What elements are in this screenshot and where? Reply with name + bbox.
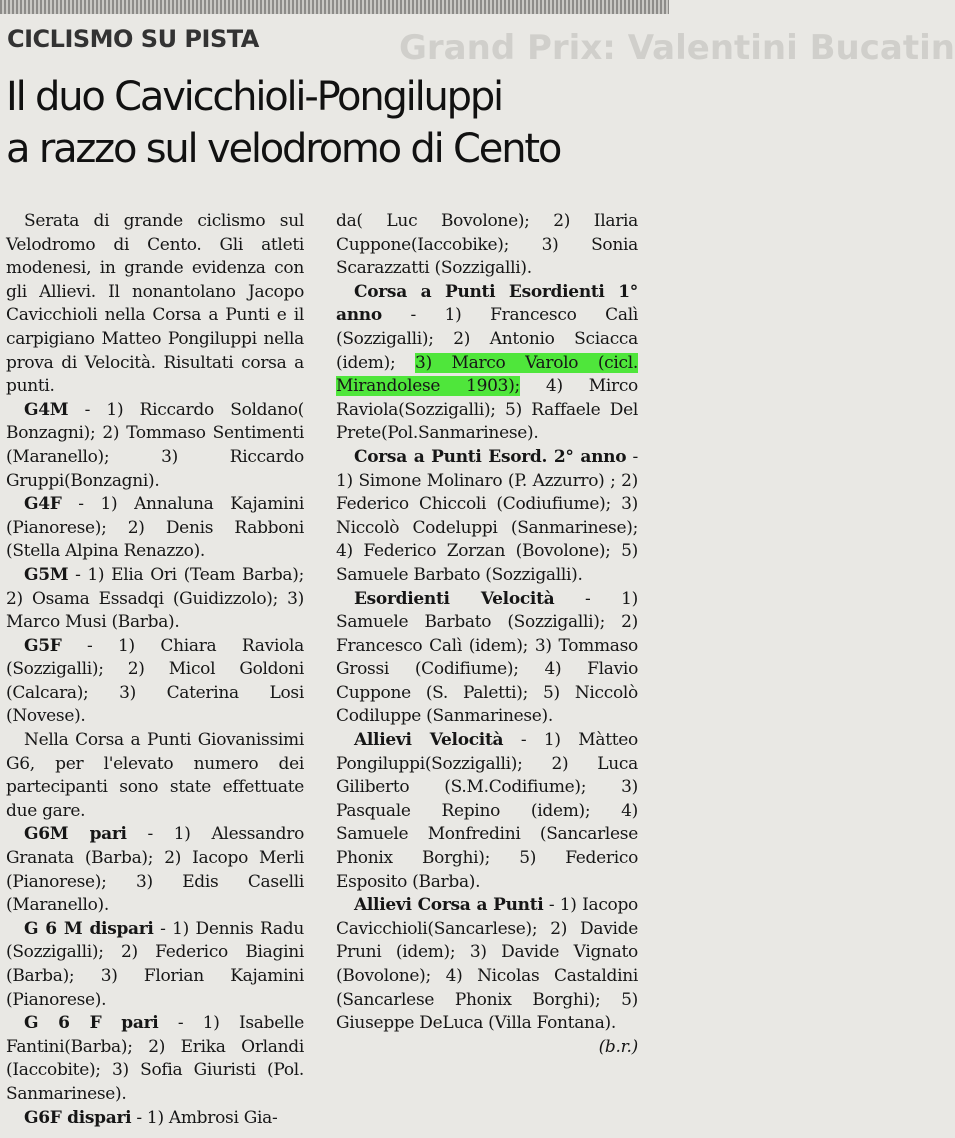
- category-label: Esordienti Velocità: [354, 588, 555, 609]
- result-text: - 1) Màtteo Pongiluppi(Sozzigalli); 2) Luca Giliberto (S.M.Codifiume); 3) Pasquale Repino (idem); 4) Samuele Monfredini (Sancarlese Phonix Borghi); 5) Federico Esposito (Barba).: [336, 730, 638, 892]
- right-column: [336, 210, 638, 1059]
- result-text: - 1) Alessandro Granata (Barba); 2) Iacopo Merli (Pianorese); 3) Edis Caselli (Maranello).: [6, 824, 305, 916]
- category-label: G5M: [24, 564, 69, 585]
- category-label: Corsa a Punti Esord. 2° anno: [354, 446, 627, 467]
- result-text: - 1) Elia Ori (Team Barba); 2) Osama Essadqi (Guidizzolo); 3) Marco Musi (Barba).: [6, 564, 304, 633]
- result-esordienti-2: [336, 446, 638, 588]
- result-text: - 1) Chiara Raviola (Sozzigalli); 2) Micol Goldoni (Calcara); 3) Caterina Losi (Novese).: [6, 635, 304, 727]
- category-label: G 6 M dispari: [24, 918, 154, 939]
- result-g5m: [6, 564, 304, 635]
- headline-line-1: Il duo Cavicchioli-Pongiluppi: [6, 74, 502, 120]
- result-g6m-pari: [6, 823, 304, 917]
- result-text: - 1) Isabelle Fantini(Barba); 2) Erika Orlandi (Iaccobite); 3) Sofia Giuristi (Pol. Sanmarinese).: [6, 1013, 304, 1104]
- result-text: - 1) Simone Molinaro (P. Azzurro) ; 2) Federico Chiccoli (Codiufiume); 3) Niccolò Codeluppi (Sanmarinese); 4) Federico Zorzan (Bovolone); 5) Samuele Barbato (Sozzigalli).: [336, 446, 638, 585]
- result-text: 4) Mirco Raviola(Sozzigalli); 5) Raffaele Del Prete(Pol.Sanmarinese).: [336, 376, 638, 444]
- category-label: G6F dispari: [24, 1107, 132, 1128]
- result-text: - 1) Riccardo Soldano( Bonzagni); 2) Tommaso Sentimenti (Maranello); 3) Riccardo Gruppi(Bonzagni).: [6, 399, 304, 491]
- category-label: G 6 F pari: [24, 1013, 159, 1034]
- category-label: G4F: [24, 494, 62, 515]
- result-text: - 1) Iacopo Cavicchioli(Sancarlese); 2) Davide Pruni (idem); 3) Davide Vignato (Bovolone); 4) Nicolas Castaldini (Sancarlese Phonix Borghi); 5) Giuseppe DeLuca (Villa Fontana).: [336, 895, 638, 1034]
- note-paragraph: Nella Corsa a Punti Giovanissimi G6, per l'elevato numero dei partecipanti sono state effettuate due gare.: [6, 730, 304, 821]
- category-label: Allievi Velocità: [354, 730, 504, 751]
- result-text: - 1) Francesco Calì (Sozzigalli); 2) Antonio Sciacca (idem);: [336, 305, 638, 373]
- result-text: - 1) Annaluna Kajamini (Pianorese); 2) Denis Rabboni (Stella Alpina Renazzo).: [6, 494, 304, 562]
- bleed-through-text: Grand Prix: Valentini Bucatin: [399, 28, 955, 68]
- result-g4m: [6, 399, 304, 493]
- article-headline: [6, 71, 654, 175]
- category-label: G6M pari: [24, 824, 127, 845]
- category-label: G5F: [24, 635, 62, 656]
- result-g6m-dispari: [6, 918, 304, 1012]
- result-allievi-corsa-punti: [336, 894, 638, 1057]
- result-g4f: [6, 493, 304, 564]
- result-text: - 1) Ambrosi Gia-: [131, 1107, 278, 1128]
- result-g5f: [6, 635, 304, 729]
- intro-paragraph: Serata di grande ciclismo sul Velodromo di Cento. Gli atleti modenesi, in grande evidenza con gli Allievi. Il nonantolano Jacopo Cavicchioli nella Corsa a Punti e il carpigiano Matteo Pongiluppi nella prova di Velocità. Risultati corsa a punti.: [6, 211, 304, 397]
- result-esordienti-velocita: [336, 588, 638, 730]
- result-esordienti-1: [336, 281, 638, 446]
- newsprint-top-band: [0, 0, 669, 14]
- author-byline: (b.r.): [598, 1036, 638, 1057]
- result-text: - 1) Dennis Radu (Sozzigalli); 2) Federico Biagini (Barba); 3) Florian Kajamini (Pianorese).: [6, 918, 304, 1010]
- category-label: Corsa a Punti Esordienti 1° anno: [336, 281, 638, 326]
- result-text: - 1) Samuele Barbato (Sozzigalli); 2) Francesco Calì (idem); 3) Tommaso Grossi (Codifiume); 4) Flavio Cuppone (S. Paletti); 5) Niccolò Codiluppe (Sanmarinese).: [336, 588, 638, 727]
- highlighted-result: 3) Marco Varolo (cicl. Mirandolese 1903);: [336, 352, 638, 397]
- result-g6f-pari: [6, 1012, 304, 1106]
- continuation-paragraph: da( Luc Bovolone); 2) Ilaria Cuppone(Iaccobike); 3) Sonia Scarazzatti (Sozzigalli).: [336, 211, 638, 279]
- section-kicker: CICLISMO SU PISTA: [7, 25, 265, 53]
- left-column: [6, 210, 304, 1130]
- result-allievi-velocita: [336, 729, 638, 894]
- category-label: G4M: [24, 399, 69, 420]
- result-g6f-dispari: [6, 1107, 304, 1131]
- headline-line-2: a razzo sul velodromo di Cento: [6, 126, 561, 172]
- category-label: Allievi Corsa a Punti: [354, 895, 544, 916]
